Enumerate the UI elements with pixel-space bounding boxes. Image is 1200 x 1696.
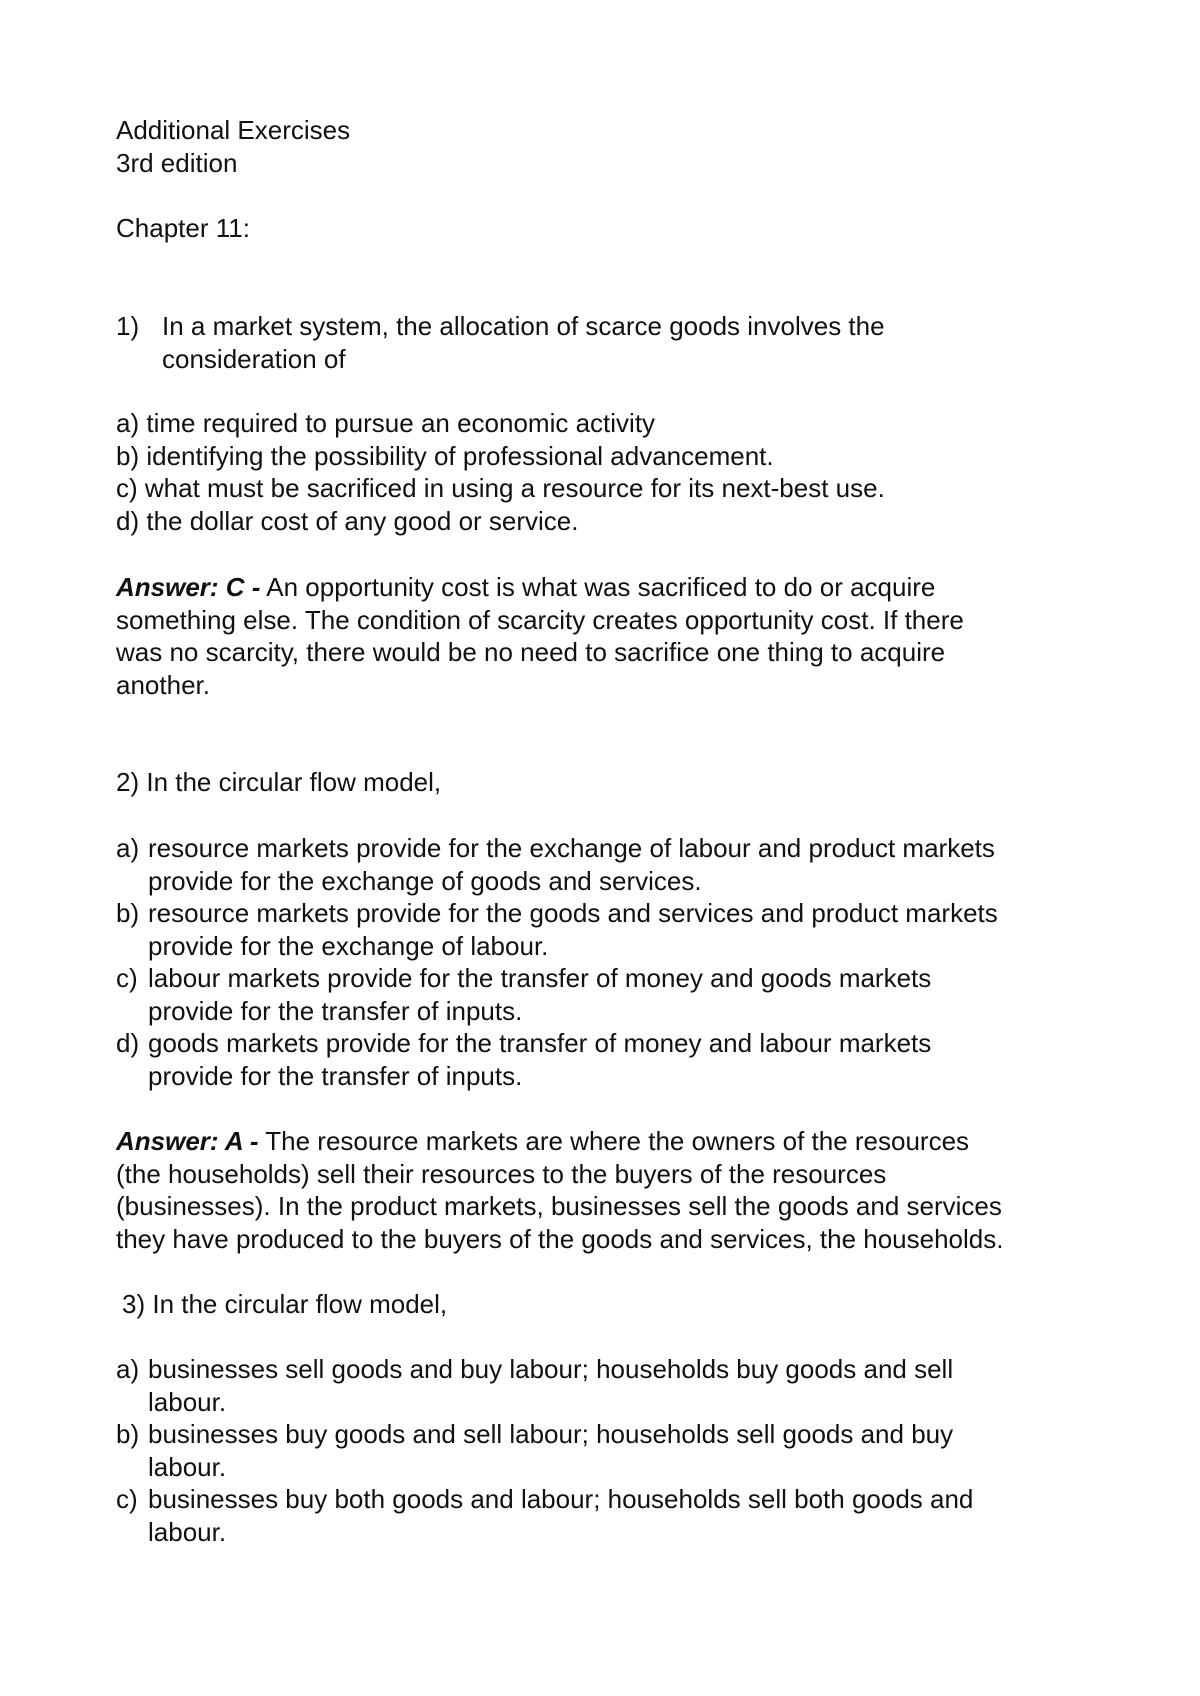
option-text: what must be sacrificed in using a resource for its next-best use. (144, 473, 885, 503)
q2-option-c (116, 962, 1116, 1027)
q3-option-c (116, 1483, 1116, 1548)
option-text: businesses sell goods and buy labour; households buy goods and sell (148, 1354, 954, 1384)
question-1-number: 1) (116, 311, 140, 341)
option-letter: d) (116, 1028, 140, 1058)
answer-text: An opportunity cost is what was sacrificed to do or acquire (260, 572, 936, 602)
option-text: time required to pursue an economic activity (146, 408, 656, 438)
option-text-cont: labour. (148, 1386, 227, 1417)
question-1-stem-line1: In a market system, the allocation of scarce goods involves the (162, 311, 885, 341)
answer-text: another. (116, 669, 210, 700)
option-text-cont: provide for the transfer of inputs. (148, 1060, 523, 1091)
answer-text: they have produced to the buyers of the goods and services, the households. (116, 1223, 1004, 1254)
q2-option-d (116, 1027, 1116, 1092)
option-text-cont: labour. (148, 1451, 227, 1482)
option-text: labour markets provide for the transfer of money and goods markets (148, 963, 932, 993)
option-letter: d) (116, 506, 140, 536)
q1-option-b (116, 440, 1116, 473)
option-letter: b) (116, 898, 140, 928)
q1-answer (116, 571, 1116, 701)
question-2-stem: 2) In the circular flow model, (116, 767, 442, 797)
answer-text: something else. The condition of scarcity creates opportunity cost. If there (116, 604, 964, 635)
option-letter: c) (116, 1484, 138, 1514)
option-letter: b) (116, 1419, 140, 1449)
q2-answer (116, 1125, 1116, 1255)
edition-label: 3rd edition (116, 148, 238, 178)
option-text: resource markets provide for the goods and services and product markets (148, 898, 998, 928)
document-title: Additional Exercises (116, 115, 351, 145)
option-text: identifying the possibility of professional advancement. (146, 441, 774, 471)
option-text: resource markets provide for the exchange of labour and product markets (148, 833, 995, 863)
option-text: businesses buy both goods and labour; households sell both goods and (148, 1484, 974, 1514)
question-1-stem-line2: consideration of (162, 344, 346, 374)
option-text: businesses buy goods and sell labour; households sell goods and buy (148, 1419, 954, 1449)
option-letter: b) (116, 441, 140, 471)
q3-option-b (116, 1418, 1116, 1483)
answer-label: Answer: A - (116, 1126, 259, 1156)
option-text-cont: labour. (148, 1516, 227, 1547)
q2-option-b (116, 897, 1116, 962)
q2-option-a (116, 832, 1116, 897)
answer-text: (the households) sell their resources to the buyers of the resources (116, 1158, 887, 1189)
answer-text: was no scarcity, there would be no need to sacrifice one thing to acquire (116, 637, 946, 667)
answer-text: (businesses). In the product markets, businesses sell the goods and services (116, 1191, 1002, 1221)
question-3-stem: 3) In the circular flow model, (122, 1289, 448, 1319)
option-letter: a) (116, 408, 140, 438)
option-letter: c) (116, 473, 138, 503)
option-text: goods markets provide for the transfer of money and labour markets (148, 1028, 932, 1058)
option-text-cont: provide for the exchange of goods and services. (148, 865, 702, 896)
option-text: the dollar cost of any good or service. (146, 506, 579, 536)
option-text-cont: provide for the transfer of inputs. (148, 995, 523, 1026)
answer-label: Answer: C - (116, 572, 261, 602)
chapter-heading: Chapter 11: (116, 213, 250, 243)
q3-option-a (116, 1353, 1116, 1418)
option-letter: c) (116, 963, 138, 993)
q1-option-c (116, 472, 1116, 505)
q1-option-d (116, 505, 1116, 538)
option-text-cont: provide for the exchange of labour. (148, 930, 549, 961)
q1-option-a (116, 407, 1116, 440)
option-letter: a) (116, 1354, 140, 1384)
option-letter: a) (116, 833, 140, 863)
answer-text: The resource markets are where the owners of the resources (258, 1126, 970, 1156)
